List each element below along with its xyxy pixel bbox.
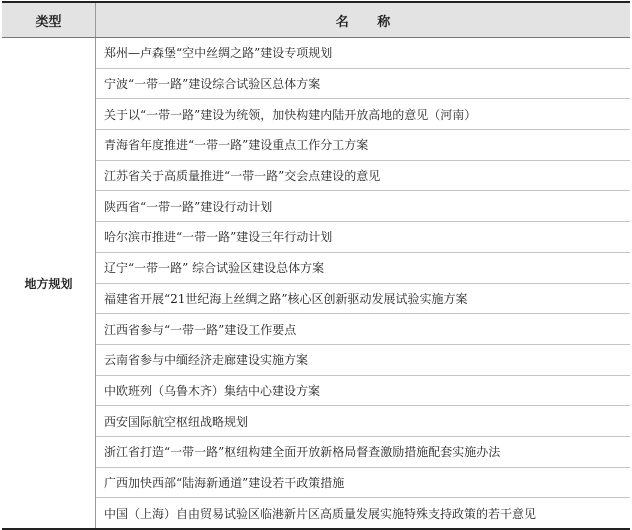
plan-name-cell: 江西省参与“一带一路”建设工作要点 bbox=[96, 314, 631, 345]
plan-name-cell: 中欧班列（乌鲁木齐）集结中心建设方案 bbox=[96, 375, 631, 406]
table-body bbox=[2, 38, 630, 530]
table-row bbox=[2, 130, 630, 161]
plan-name-cell: 陕西省“一带一路”建设行动计划 bbox=[96, 191, 631, 222]
category-cell: 地方规划 bbox=[2, 38, 96, 530]
table-row bbox=[2, 222, 630, 253]
regional-plans-table bbox=[2, 1, 630, 530]
plan-name-cell: 中国（上海）自由贸易试验区临港新片区高质量发展实施特殊支持政策的若干意见 bbox=[96, 498, 631, 529]
table-row bbox=[2, 38, 630, 69]
table-row bbox=[2, 252, 630, 283]
header-row bbox=[2, 2, 630, 38]
table-row bbox=[2, 99, 630, 130]
header-name: 名 称 bbox=[96, 2, 631, 38]
table-row bbox=[2, 160, 630, 191]
header-type: 类型 bbox=[2, 2, 96, 38]
plan-name-cell: 关于以“一带一路”建设为统领，加快构建内陆开放高地的意见（河南） bbox=[96, 99, 631, 130]
plan-name-cell: 哈尔滨市推进“一带一路”建设三年行动计划 bbox=[96, 222, 631, 253]
plan-name-cell: 青海省年度推进“一带一路”建设重点工作分工方案 bbox=[96, 130, 631, 161]
plan-name-cell: 浙江省打造“一带一路”枢纽构建全面开放新格局督查激励措施配套实施办法 bbox=[96, 436, 631, 467]
plan-name-cell: 广西加快西部“陆海新通道”建设若干政策措施 bbox=[96, 467, 631, 498]
plan-name-cell: 江苏省关于高质量推进“一带一路”交会点建设的意见 bbox=[96, 160, 631, 191]
plan-name-cell: 福建省开展“21世纪海上丝绸之路”核心区创新驱动发展试验实施方案 bbox=[96, 283, 631, 314]
table-row bbox=[2, 436, 630, 467]
table-row bbox=[2, 406, 630, 437]
plan-name-cell: 辽宁“一带一路” 综合试验区建设总体方案 bbox=[96, 252, 631, 283]
table-row bbox=[2, 467, 630, 498]
plan-name-cell: 西安国际航空枢纽战略规划 bbox=[96, 406, 631, 437]
table-row bbox=[2, 314, 630, 345]
table-row bbox=[2, 498, 630, 529]
table-row bbox=[2, 68, 630, 99]
table-row bbox=[2, 283, 630, 314]
table-row bbox=[2, 344, 630, 375]
table-row bbox=[2, 375, 630, 406]
plan-name-cell: 云南省参与中缅经济走廊建设实施方案 bbox=[96, 344, 631, 375]
plan-name-cell: 郑州—卢森堡“空中丝绸之路”建设专项规划 bbox=[96, 38, 631, 69]
plan-name-cell: 宁波“一带一路”建设综合试验区总体方案 bbox=[96, 68, 631, 99]
table-row bbox=[2, 191, 630, 222]
